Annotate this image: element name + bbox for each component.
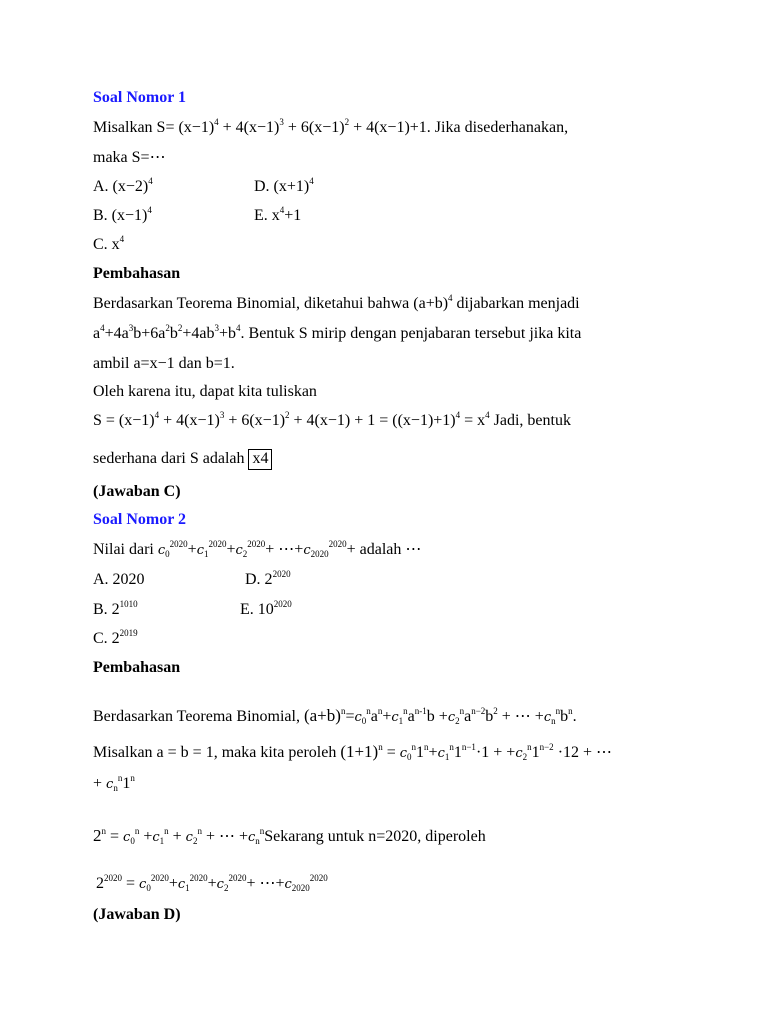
answer-box: x4 <box>248 449 272 470</box>
soal-1-option-c: C. $x^4$ <box>93 234 125 253</box>
soal-2-explanation-line-5: $2^{2020} = c_0^{2020}+c_1^{2020}+c_2^{2020}+$ $\cdots+c_{2020}^{2020}$ <box>96 873 328 893</box>
soal-1-explanation-line-4: Oleh karena itu, dapat kita tuliskan <box>93 383 317 400</box>
soal-2-option-a: A. 2020 <box>93 571 145 588</box>
soal-2-jawaban: (Jawaban D) <box>93 906 181 923</box>
soal-1-explanation-line-5: $S = (x-1)^4 + 4(x-1)^3 + 6(x-1)^2 + 4(x-1) + 1 = ((x-1)+1)^4 = x^4$ Jadi, bentuk <box>93 410 571 429</box>
soal-2-explanation-line-2: Misalkan a = b = 1, maka kita peroleh $(1+1)^n = c_0^n1^n+c_1^n1^{n-1}\cdot 1 + +c_2^n1^{n-2} \cdot 12$ + ⋯ <box>93 742 613 762</box>
soal-1-explanation-line-2: $a^4+4a^3b+6a^2b^2+4ab^3+b^4$. Bentuk S mirip dengan penjabaran tersebut jika kita <box>93 323 582 342</box>
soal-2-option-b: B. $2^{1010}$ <box>93 599 138 618</box>
soal-1-question-line-1: Misalkan $S= (x-1)^4 + 4(x-1)^3 + 6(x-1)^2 + 4(x-1)+1$. Jika disederhanakan, <box>93 117 569 136</box>
soal-1-jawaban: (Jawaban C) <box>93 483 181 500</box>
soal-1-option-b: B. $(x-1)^4$ <box>93 205 152 224</box>
soal-2-question: Nilai dari $c_0^{2020}+c_1^{2020}+c_2^{2020}+$ $\cdots+c_{2020}^{2020}+$ adalah ⋯ <box>93 539 422 559</box>
soal-2-option-e: E. $10^{2020}$ <box>240 599 292 618</box>
soal-1-option-d: D. $(x+1)^4$ <box>254 176 314 195</box>
soal-2-option-d: D. $2^{2020}$ <box>245 569 291 588</box>
soal-2-option-c: C. $2^{2019}$ <box>93 628 138 647</box>
soal-2-pembahasan-label: Pembahasan <box>93 659 181 676</box>
soal-1-option-e: E. $x^4+1$ <box>254 205 302 224</box>
soal-1-pembahasan-label: Pembahasan <box>93 265 181 282</box>
soal-1-option-a: A. $(x-2)^4$ <box>93 176 153 195</box>
soal-1-heading: Soal Nomor 1 <box>93 89 187 106</box>
soal-1-explanation-line-1: Berdasarkan Teorema Binomial, diketahui bahwa $(a+b)^4$ dijabarkan menjadi <box>93 293 580 312</box>
soal-2-heading: Soal Nomor 2 <box>93 511 187 528</box>
soal-2-explanation-line-3: + $c_n^n1^n$ <box>93 773 135 793</box>
soal-2-explanation-line-4: $2^n = c_0^n +c_1^n + c_2^n$ + ⋯ $+c_n^nSekarang$ untuk n=2020, diperoleh <box>93 826 486 846</box>
soal-2-explanation-line-1: Berdasarkan Teorema Binomial, $(a+b)^n=c_0^na^n+c_1^na^{n-1}b +c_2^na^{n-2}b^2$ + ⋯ $+c_n^nb^n$. <box>93 706 577 726</box>
soal-1-explanation-line-3: ambil a=x−1 dan b=1. <box>93 355 235 372</box>
soal-1-question-line-2: maka S=⋯ <box>93 149 166 166</box>
soal-1-explanation-line-6: sederhana dari S adalah x4 <box>93 449 272 469</box>
